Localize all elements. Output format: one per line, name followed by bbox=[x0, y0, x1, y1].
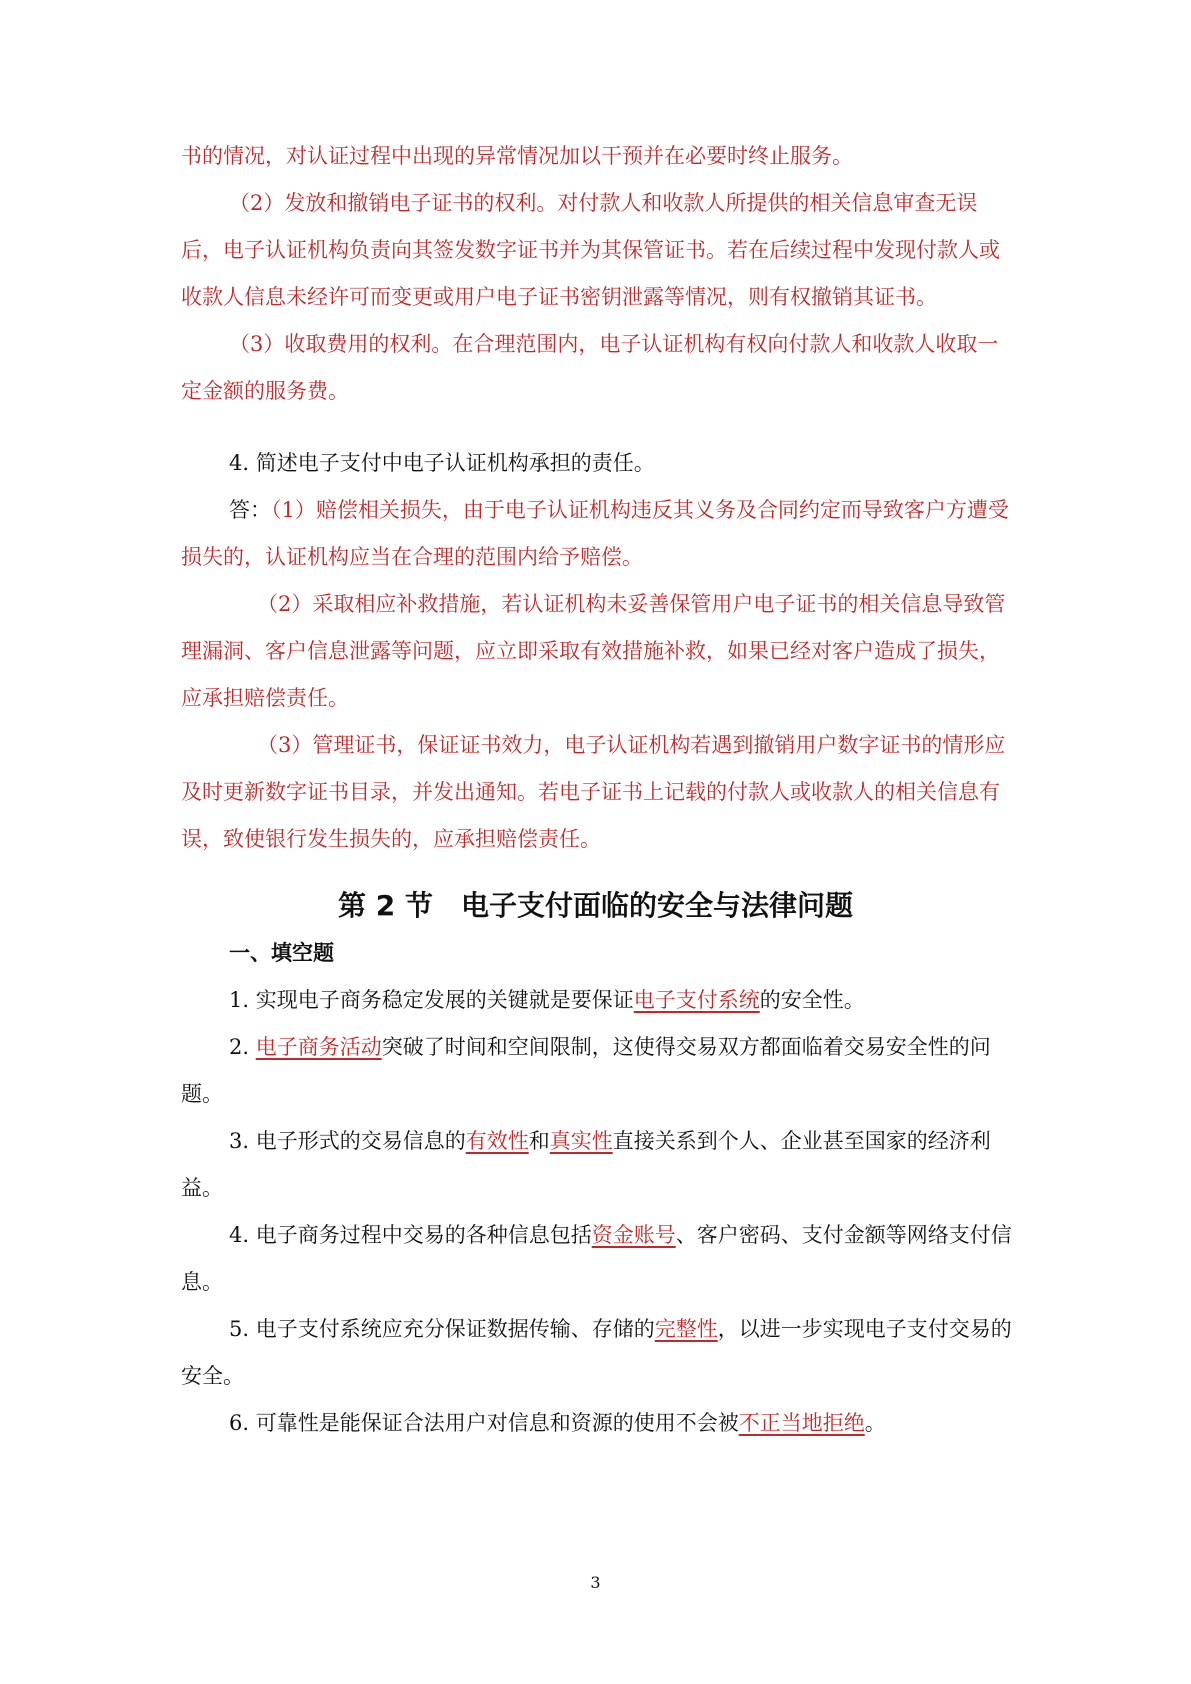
fill-in-q6 bbox=[181, 1400, 1019, 1447]
question-4-answer-1 bbox=[181, 487, 1019, 581]
fill-in-q3 bbox=[181, 1118, 1019, 1212]
question-4-answer-2: （2）采取相应补救措施，若认证机构未妥善保管用户电子证书的相关信息导致管理漏洞、客户信息泄露等问题，应立即采取有效措施补救，如果已经对客户造成了损失，应承担赔偿责任。 bbox=[181, 592, 1006, 710]
q3-answer-1: 有效性 bbox=[465, 1129, 529, 1153]
q5-text: 5. 电子支付系统应充分保证数据传输、存储的 bbox=[229, 1317, 655, 1341]
q2-answer: 电子商务活动 bbox=[255, 1035, 382, 1059]
fill-in-q4 bbox=[181, 1212, 1019, 1306]
q6-text-end: 。 bbox=[864, 1411, 886, 1435]
q6-answer: 不正当地拒绝 bbox=[738, 1411, 865, 1435]
q3-text: 3. 电子形式的交易信息的 bbox=[229, 1129, 466, 1153]
q3-answer-2: 真实性 bbox=[549, 1129, 613, 1153]
fill-in-q2 bbox=[181, 1024, 1019, 1118]
page-number: 3 bbox=[590, 1573, 601, 1592]
continued-answer-block bbox=[181, 133, 1019, 415]
answer-item-3: （3）收取费用的权利。在合理范围内，电子认证机构有权向付款人和收款人收取一定金额的服务费。 bbox=[181, 332, 999, 403]
q1-text: 1. 实现电子商务稳定发展的关键就是要保证 bbox=[229, 988, 634, 1012]
fill-in-q5 bbox=[181, 1306, 1019, 1400]
q3-text-mid: 和 bbox=[528, 1129, 550, 1153]
answer-prefix: 答： bbox=[229, 498, 271, 522]
q4-answer: 资金账号 bbox=[591, 1223, 676, 1247]
section-subtitle: 一、填空题 bbox=[229, 941, 334, 965]
q6-text: 6. 可靠性是能保证合法用户对信息和资源的使用不会被 bbox=[229, 1411, 739, 1435]
q4-text-end: 、客户密码、支付金额等网络支付信息。 bbox=[181, 1223, 1012, 1294]
q1-answer: 电子支付系统 bbox=[633, 988, 760, 1012]
question-4-block bbox=[181, 440, 1019, 863]
q1-text-end: 的安全性。 bbox=[759, 988, 865, 1012]
fill-in-section bbox=[181, 930, 1019, 1447]
q5-answer: 完整性 bbox=[654, 1317, 718, 1341]
answer-item-2: （2）发放和撤销电子证书的权利。对付款人和收款人所提供的相关信息审查无误后，电子认证机构负责向其签发数字证书并为其保管证书。若在后续过程中发现付款人或收款人信息未经许可而变更或用户电子证书密钥泄露等情况，则有权撤销其证书。 bbox=[181, 191, 1000, 309]
q2-text-end: 突破了时间和空间限制，这使得交易双方都面临着交易安全性的问题。 bbox=[181, 1035, 991, 1106]
q4-text: 4. 电子商务过程中交易的各种信息包括 bbox=[229, 1223, 592, 1247]
q3-text-end: 直接关系到个人、企业甚至国家的经济利益。 bbox=[181, 1129, 991, 1200]
q2-text: 2. bbox=[229, 1035, 256, 1059]
question-4-text: 4. 简述电子支付中电子认证机构承担的责任。 bbox=[229, 451, 655, 475]
question-4-answer-3: （3）管理证书，保证证书效力，电子认证机构若遇到撤销用户数字证书的情形应及时更新数字证书目录，并发出通知。若电子证书上记载的付款人或收款人的相关信息有误，致使银行发生损失的，应承担赔偿责任。 bbox=[181, 733, 1006, 851]
answer-1-text: （1）赔偿相关损失，由于电子认证机构违反其义务及合同约定而导致客户方遭受损失的，认证机构应当在合理的范围内给予赔偿。 bbox=[181, 498, 1009, 569]
continued-line: 书的情况，对认证过程中出现的异常情况加以干预并在必要时终止服务。 bbox=[181, 144, 853, 168]
section-title: 第 2 节 电子支付面临的安全与法律问题 bbox=[338, 889, 853, 922]
q5-text-end: ，以进一步实现电子支付交易的安全。 bbox=[181, 1317, 1012, 1388]
fill-in-q1 bbox=[181, 977, 1019, 1024]
